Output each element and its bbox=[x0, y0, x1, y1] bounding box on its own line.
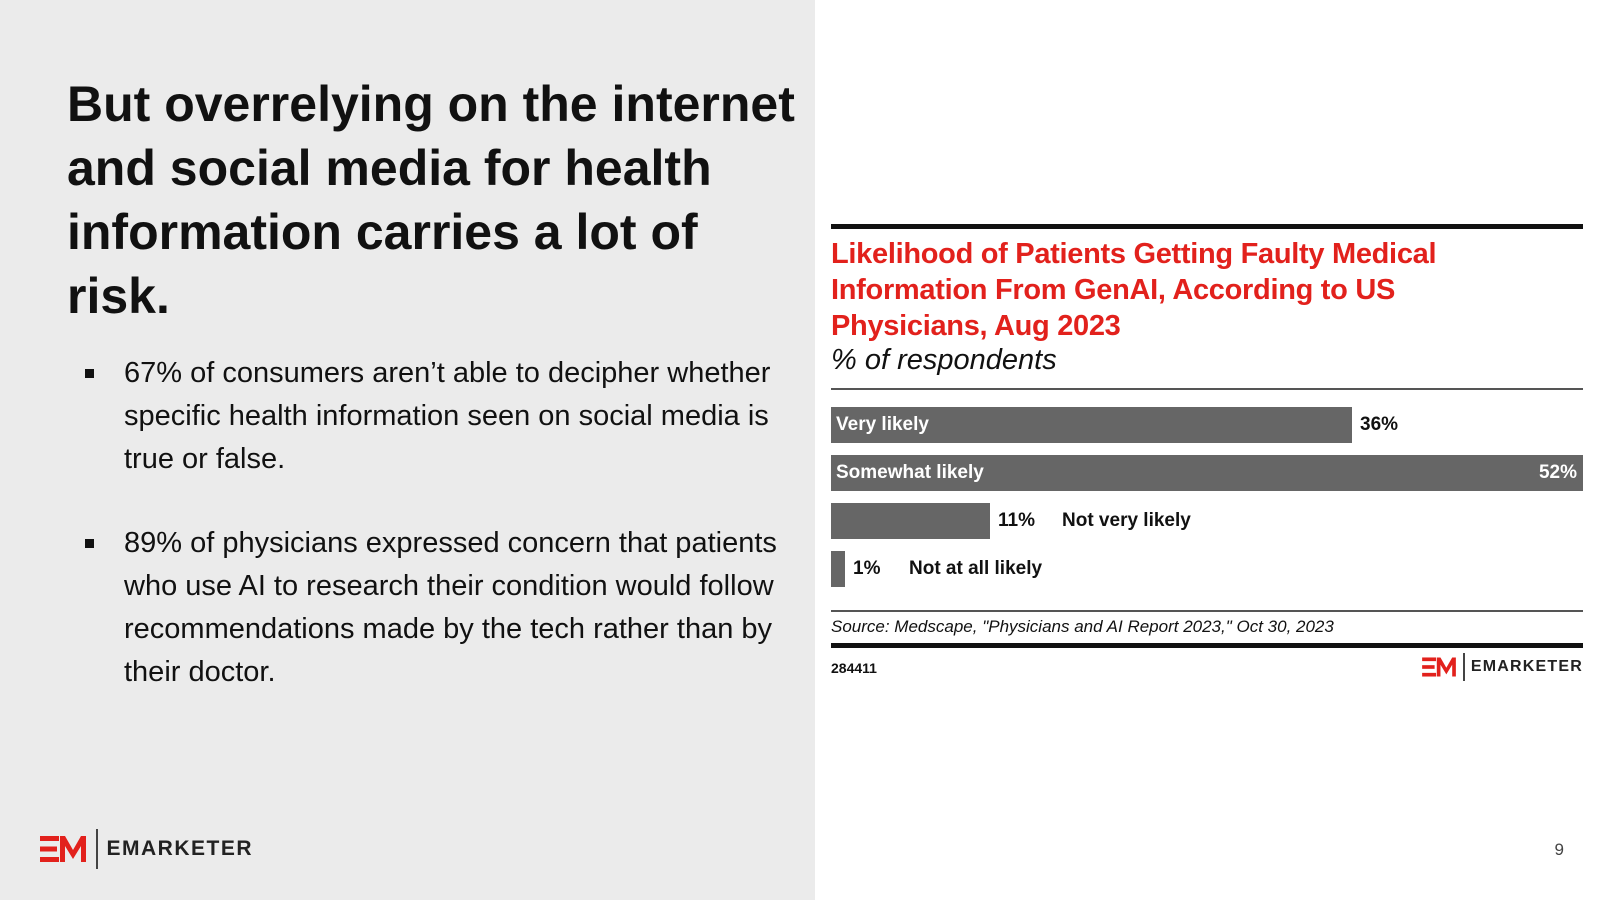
square-bullet-icon bbox=[85, 369, 94, 378]
bar bbox=[831, 551, 845, 587]
em-logo-icon bbox=[40, 834, 86, 864]
emarketer-logo bbox=[40, 828, 253, 870]
bar bbox=[831, 503, 990, 539]
bar-category-label: Not at all likely bbox=[909, 558, 1043, 579]
bar-value-label: 52% bbox=[1538, 462, 1577, 483]
chart-id: 284411 bbox=[831, 660, 877, 676]
bar-category-label: Very likely bbox=[836, 414, 929, 435]
slide-headline: But overrelying on the internet and social media for health information carries a lot of risk. bbox=[67, 76, 795, 324]
bullet-text: 67% of consumers aren’t able to decipher whether specific health information seen on social media is true or false. bbox=[124, 357, 771, 475]
em-logo-icon bbox=[1422, 656, 1456, 678]
logo-separator bbox=[96, 829, 98, 869]
bullet-text: 89% of physicians expressed concern that patients who use AI to research their condition would follow recommendations made by the tech rather than by their doctor. bbox=[124, 527, 777, 688]
logo-separator bbox=[1463, 653, 1465, 681]
bar-category-label: Somewhat likely bbox=[836, 462, 984, 483]
bullet-list bbox=[85, 352, 785, 735]
bar-category-label: Not very likely bbox=[1062, 510, 1191, 531]
chart-subtitle: % of respondents bbox=[831, 344, 1057, 376]
bar-value-label: 1% bbox=[853, 558, 881, 579]
bar-chart bbox=[831, 224, 1583, 684]
logo-wordmark: EMARKETER bbox=[106, 837, 254, 860]
chart-bottom-rule bbox=[831, 643, 1583, 648]
page-number: 9 bbox=[1554, 840, 1564, 859]
bullet-item bbox=[85, 352, 785, 481]
chart-card bbox=[831, 224, 1583, 684]
chart-footer-rule bbox=[831, 610, 1583, 612]
chart-emarketer-logo bbox=[1422, 652, 1583, 682]
chart-source: Source: Medscape, "Physicians and AI Report 2023," Oct 30, 2023 bbox=[831, 617, 1334, 636]
logo-wordmark: EMARKETER bbox=[1470, 658, 1583, 675]
bar-value-label: 11% bbox=[998, 510, 1035, 531]
bar-value-label: 36% bbox=[1360, 414, 1399, 435]
square-bullet-icon bbox=[85, 539, 94, 548]
bullet-item bbox=[85, 522, 785, 694]
chart-title: Likelihood of Patients Getting Faulty Medical Information From GenAI, According to US Physicians, Aug 2023 bbox=[831, 238, 1437, 342]
